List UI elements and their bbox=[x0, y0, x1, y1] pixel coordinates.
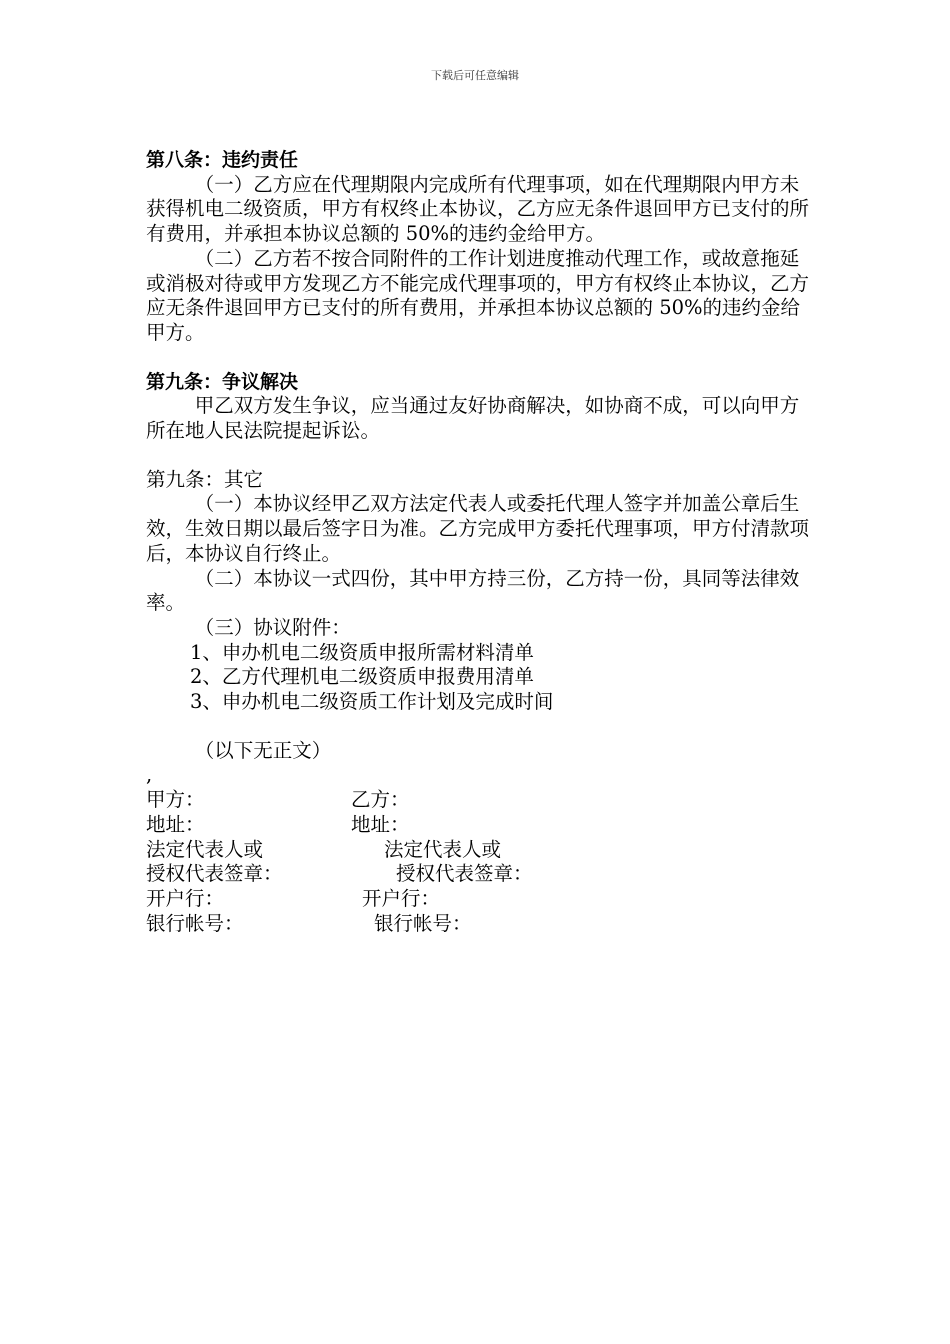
list-item: 1、申办机电二级资质申报所需材料清单 bbox=[190, 640, 534, 664]
paragraph: 甲乙双方发生争议，应当通过友好协商解决，如协商不成，可以向甲方所在地人民法院提起诉讼。 bbox=[146, 394, 800, 443]
bank-a-label: 开户行： bbox=[146, 886, 225, 910]
section-title: 第八条：违约责任 bbox=[146, 149, 299, 171]
paragraph: （一）本协议经甲乙双方法定代表人或委托代理人签字并加盖公章后生效，生效日期以最后签字日为准。乙方完成甲方委托代理事项，甲方付清款项后，本协议自行终止。 bbox=[146, 492, 810, 565]
stray-comma: , bbox=[146, 763, 153, 787]
paragraph: （二）本协议一式四份，其中甲方持三份，乙方持一份，具同等法律效率。 bbox=[146, 566, 800, 615]
legal-rep-b-label: 法定代表人或 bbox=[384, 837, 502, 861]
account-b-label: 银行帐号： bbox=[374, 911, 472, 935]
signature-block bbox=[146, 788, 810, 936]
section-title: 第九条：争议解决 bbox=[146, 370, 299, 393]
party-b-label: 乙方： bbox=[351, 788, 410, 812]
paragraph: （二）乙方若不按合同附件的工作计划进度推动代理工作，或故意拖延或消极对待或甲方发现乙方不能完成代理事项的，甲方有权终止本协议，乙方应无条件退回甲方已支付的所有费用，并承担本协议总额的 50%的违约金给甲方。 bbox=[146, 246, 810, 344]
auth-sign-a-label: 授权代表签章： bbox=[146, 862, 283, 886]
list-item: 2、乙方代理机电二级资质申报费用清单 bbox=[190, 665, 534, 689]
auth-sign-b-label: 授权代表签章： bbox=[396, 862, 533, 886]
end-note: （以下无正文） bbox=[194, 738, 332, 762]
paragraph: （三）协议附件： bbox=[194, 615, 351, 639]
address-a-label: 地址： bbox=[146, 812, 205, 836]
bank-b-label: 开户行： bbox=[362, 886, 441, 910]
legal-rep-a-label: 法定代表人或 bbox=[146, 837, 264, 861]
page-header-note: 下载后可任意编辑 bbox=[431, 69, 519, 82]
document-body bbox=[146, 148, 810, 936]
account-a-label: 银行帐号： bbox=[146, 911, 244, 935]
section-title: 第九条：其它 bbox=[146, 467, 264, 491]
paragraph: （一）乙方应在代理期限内完成所有代理事项，如在代理期限内甲方未获得机电二级资质，甲方有权终止本协议，乙方应无条件退回甲方已支付的所有费用，并承担本协议总额的 50%的违约金给甲方。 bbox=[146, 172, 810, 246]
address-b-label: 地址： bbox=[351, 812, 410, 836]
list-item: 3、申办机电二级资质工作计划及完成时间 bbox=[190, 690, 554, 714]
party-a-label: 甲方： bbox=[146, 788, 205, 812]
